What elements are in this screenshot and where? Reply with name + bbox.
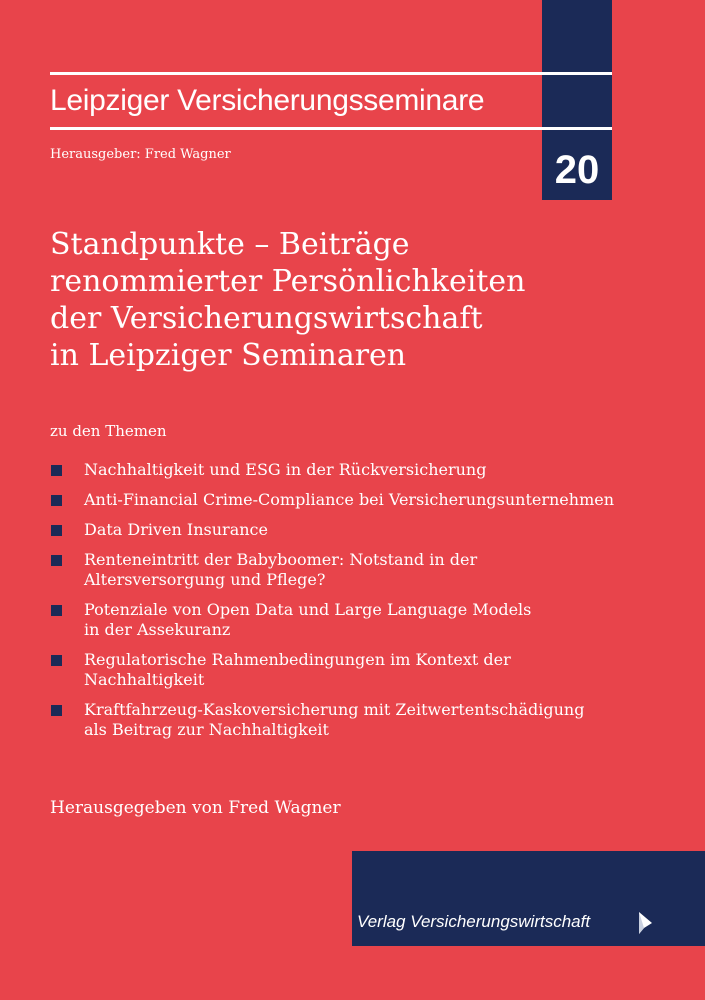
book-title-line: in Leipziger Seminaren	[50, 338, 407, 373]
book-title-line: renommierter Persönlichkeiten	[50, 264, 526, 299]
book-title-line: Standpunkte – Beiträge	[50, 227, 410, 262]
topic-line: Regulatorische Rahmenbedingungen im Kontext der	[84, 650, 511, 669]
topic-text	[84, 460, 486, 480]
topic-line: Nachhaltigkeit	[84, 670, 205, 689]
series-editor: Herausgeber: Fred Wagner	[50, 147, 231, 162]
edited-by: Herausgegeben von Fred Wagner	[50, 798, 341, 818]
topic-text	[84, 490, 614, 510]
topic-line: Renteneintritt der Babyboomer: Notstand in der	[84, 550, 478, 569]
topic-text	[84, 600, 531, 640]
topic-line: als Beitrag zur Nachhaltigkeit	[84, 720, 329, 739]
square-bullet-icon	[51, 555, 62, 566]
publisher-name: Verlag Versicherungswirtschaft	[357, 912, 591, 931]
list-item	[50, 460, 650, 480]
topic-line: Kraftfahrzeug-Kaskoversicherung mit Zeitwertentschädigung	[84, 700, 585, 719]
topic-text	[84, 550, 477, 590]
top-rule	[50, 72, 612, 75]
list-item	[50, 650, 650, 690]
topic-line: Nachhaltigkeit und ESG in der Rückversicherung	[84, 460, 487, 479]
topics-intro: zu den Themen	[50, 422, 167, 440]
book-title	[50, 226, 570, 374]
square-bullet-icon	[51, 495, 62, 506]
list-item	[50, 520, 650, 540]
square-bullet-icon	[51, 605, 62, 616]
topic-line: Data Driven Insurance	[84, 520, 268, 539]
square-bullet-icon	[51, 655, 62, 666]
list-item	[50, 490, 650, 510]
series-rule	[50, 127, 612, 130]
topic-line: Potenziale von Open Data und Large Language Models	[84, 600, 532, 619]
topic-text	[84, 520, 268, 540]
topic-line: Altersversorgung und Pflege?	[84, 570, 326, 589]
arrow-triangle-icon	[636, 910, 654, 936]
list-item	[50, 600, 650, 640]
topic-line: in der Assekuranz	[84, 620, 231, 639]
square-bullet-icon	[51, 465, 62, 476]
topic-list	[50, 460, 650, 750]
list-item	[50, 550, 650, 590]
topic-text	[84, 700, 584, 740]
list-item	[50, 700, 650, 740]
book-title-line: der Versicherungswirtschaft	[50, 301, 483, 336]
square-bullet-icon	[51, 525, 62, 536]
topic-text	[84, 650, 511, 690]
series-number: 20	[554, 148, 600, 192]
topic-line: Anti-Financial Crime-Compliance bei Versicherungsunternehmen	[84, 490, 615, 509]
series-title: Leipziger Versicherungsseminare	[50, 84, 485, 117]
square-bullet-icon	[51, 705, 62, 716]
